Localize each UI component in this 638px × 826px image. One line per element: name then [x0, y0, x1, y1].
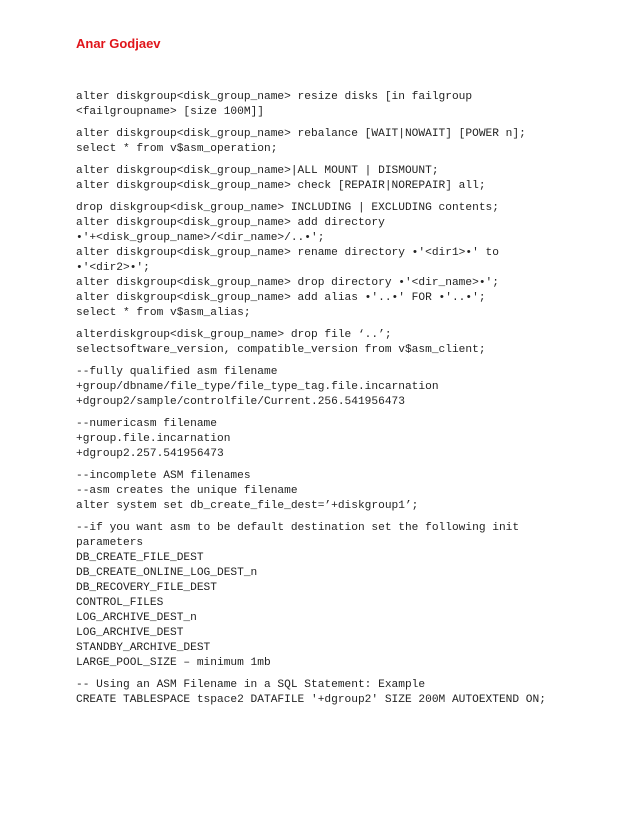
code-line: <failgroupname> [size 100M]]	[76, 106, 264, 118]
code-line: parameters	[76, 537, 144, 549]
code-line: CONTROL_FILES	[76, 597, 164, 609]
code-line: DB_RECOVERY_FILE_DEST	[76, 582, 217, 594]
code-listing	[76, 90, 616, 715]
code-line: select * from v$asm_alias;	[76, 307, 251, 319]
code-line: alter diskgroup<disk_group_name> drop directory •'<dir_name>•';	[76, 277, 499, 289]
code-line: select * from v$asm_operation;	[76, 143, 278, 155]
code-block	[76, 164, 616, 194]
code-line: LOG_ARCHIVE_DEST_n	[76, 612, 197, 624]
code-line: alter diskgroup<disk_group_name> add alias •'..•' FOR •'..•';	[76, 292, 486, 304]
code-line: alter diskgroup<disk_group_name> check [REPAIR|NOREPAIR] all;	[76, 180, 486, 192]
code-line: DB_CREATE_ONLINE_LOG_DEST_n	[76, 567, 258, 579]
code-block	[76, 201, 616, 321]
code-line: +dgroup2/sample/controlfile/Current.256.541956473	[76, 396, 405, 408]
code-line: --numericasm filename	[76, 418, 217, 430]
code-line: alterdiskgroup<disk_group_name> drop file ‘..’;	[76, 329, 392, 341]
code-line: alter diskgroup<disk_group_name> resize disks [in failgroup	[76, 91, 473, 103]
code-line: alter diskgroup<disk_group_name> add directory	[76, 217, 385, 229]
code-block	[76, 90, 616, 120]
code-line: +dgroup2.257.541956473	[76, 448, 224, 460]
code-line: drop diskgroup<disk_group_name> INCLUDING | EXCLUDING contents;	[76, 202, 499, 214]
code-line: •'<dir2>•';	[76, 262, 150, 274]
code-line: alter system set db_create_file_dest=’+diskgroup1’;	[76, 500, 419, 512]
code-block	[76, 328, 616, 358]
code-line: alter diskgroup<disk_group_name> rebalance [WAIT|NOWAIT] [POWER n];	[76, 128, 526, 140]
code-block	[76, 469, 616, 514]
code-line: alter diskgroup<disk_group_name>|ALL MOUNT | DISMOUNT;	[76, 165, 439, 177]
code-line: --fully qualified asm filename	[76, 366, 278, 378]
code-line: --if you want asm to be default destination set the following init	[76, 522, 520, 534]
author-header: Anar Godjaev	[76, 36, 161, 51]
code-line: LOG_ARCHIVE_DEST	[76, 627, 184, 639]
code-line: -- Using an ASM Filename in a SQL Statement: Example	[76, 679, 426, 691]
code-block	[76, 417, 616, 462]
code-line: CREATE TABLESPACE tspace2 DATAFILE '+dgroup2' SIZE 200M AUTOEXTEND ON;	[76, 694, 546, 706]
code-line: +group/dbname/file_type/file_type_tag.file.incarnation	[76, 381, 439, 393]
code-line: alter diskgroup<disk_group_name> rename directory •'<dir1>•' to	[76, 247, 499, 259]
code-block	[76, 365, 616, 410]
code-block	[76, 127, 616, 157]
code-block	[76, 521, 616, 671]
code-line: --incomplete ASM filenames	[76, 470, 251, 482]
code-line: STANDBY_ARCHIVE_DEST	[76, 642, 211, 654]
code-line: LARGE_POOL_SIZE – minimum 1mb	[76, 657, 271, 669]
code-line: selectsoftware_version, compatible_version from v$asm_client;	[76, 344, 486, 356]
code-line: --asm creates the unique filename	[76, 485, 298, 497]
code-block	[76, 678, 616, 708]
code-line: DB_CREATE_FILE_DEST	[76, 552, 204, 564]
code-line: +group.file.incarnation	[76, 433, 231, 445]
code-line: •'+<disk_group_name>/<dir_name>/..•';	[76, 232, 325, 244]
